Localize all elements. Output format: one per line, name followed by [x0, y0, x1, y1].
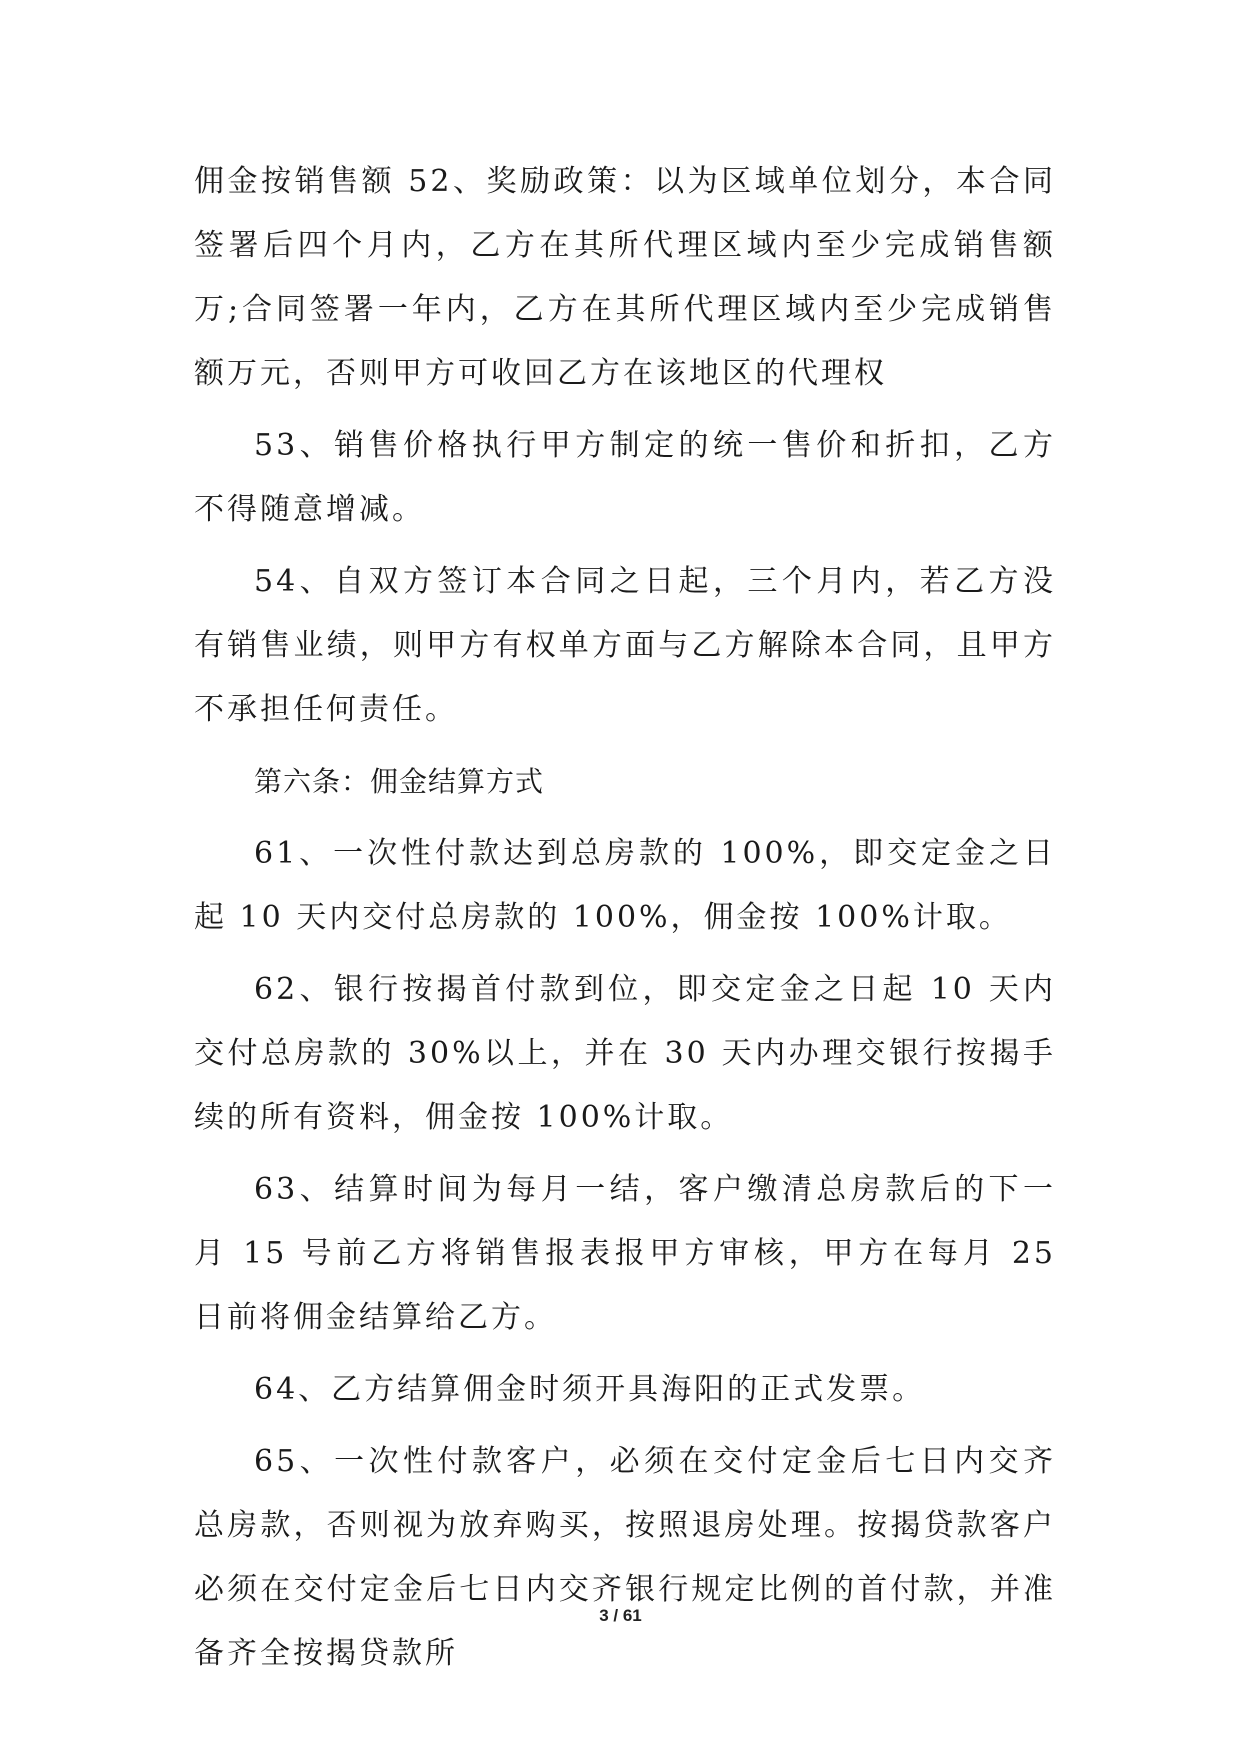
paragraph-commission-incentive: 佣金按销售额 52、奖励政策：以为区域单位划分，本合同签署后四个月内，乙方在其所代理区域内至少完成销售额万;合同签署一年内，乙方在其所代理区域内至少完成销售额万元，否则甲方可收回乙方在该地区的代理权	[194, 164, 1056, 391]
paragraph-61-lump-sum: 61、一次性付款达到总房款的 100%，即交定金之日起 10 天内交付总房款的 100%，佣金按 100%计取。	[194, 836, 1056, 935]
paragraph-53-sales-price: 53、销售价格执行甲方制定的统一售价和折扣，乙方不得随意增减。	[194, 428, 1056, 527]
paragraph-63-settlement-time: 63、结算时间为每月一结，客户缴清总房款后的下一月 15 号前乙方将销售报表报甲方审核，甲方在每月 25 日前将佣金结算给乙方。	[194, 1172, 1056, 1335]
document-body	[194, 150, 1056, 1694]
paragraph-64-invoice: 64、乙方结算佣金时须开具海阳的正式发票。	[254, 1372, 926, 1407]
paragraph-62-mortgage: 62、银行按揭首付款到位，即交定金之日起 10 天内交付总房款的 30%以上，并在 30 天内办理交银行按揭手续的所有资料，佣金按 100%计取。	[194, 972, 1056, 1135]
section-heading-article-6: 第六条：佣金结算方式	[254, 765, 545, 798]
paragraph-54-termination: 54、自双方签订本合同之日起，三个月内，若乙方没有销售业绩，则甲方有权单方面与乙方解除本合同，且甲方不承担任何责任。	[194, 564, 1056, 727]
page-number: 3 / 61	[599, 1606, 642, 1625]
paragraph-65-payment-deadline: 65、一次性付款客户，必须在交付定金后七日内交齐总房款，否则视为放弃购买，按照退房处理。按揭贷款客户必须在交付定金后七日内交齐银行规定比例的首付款，并准备齐全按揭贷款所	[194, 1444, 1056, 1671]
